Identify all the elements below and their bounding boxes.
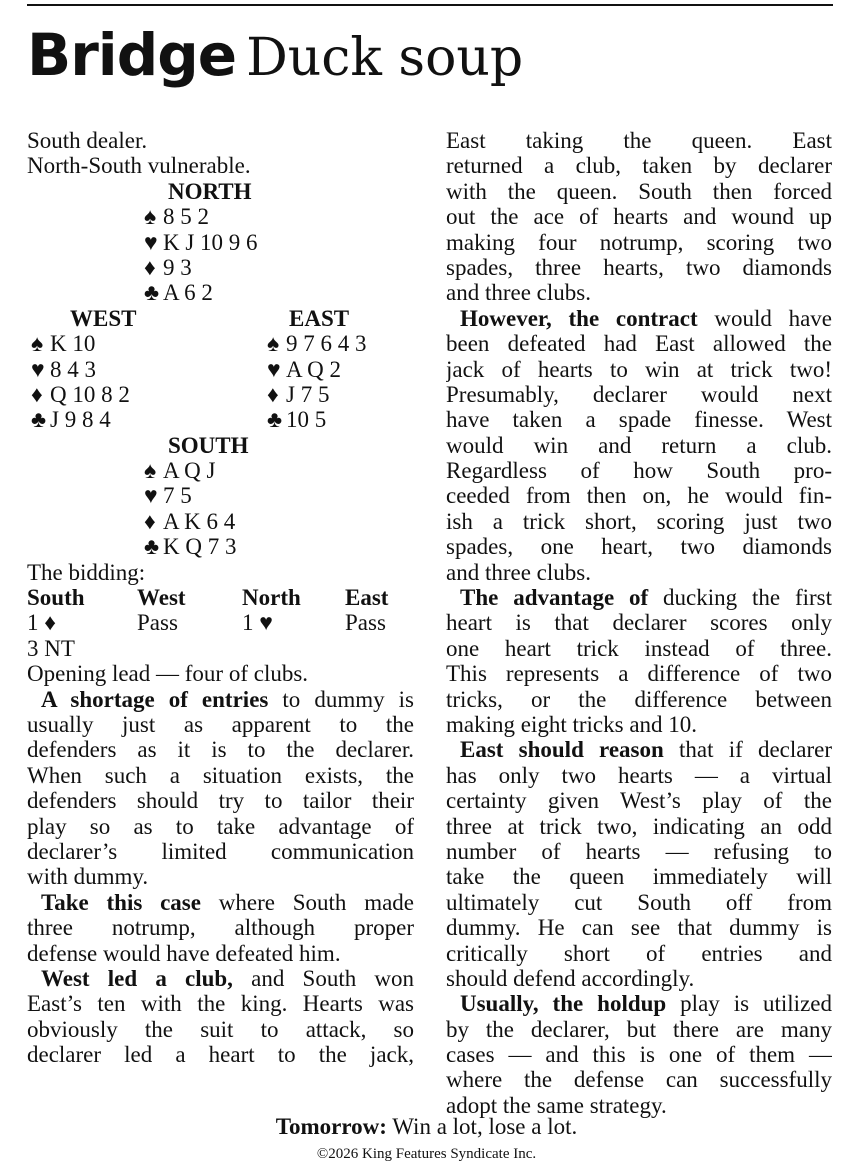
article-line: defense would have defeated him. xyxy=(27,940,341,966)
article-line: spades, three hearts, two diamonds xyxy=(446,254,832,280)
bid-cell: 1 ♥ xyxy=(242,610,273,636)
article-line: returned a club, taken by declarer xyxy=(446,153,832,179)
paragraph-lead-in: The advantage of xyxy=(460,585,649,611)
article-line: cases — and this is one of them — xyxy=(446,1042,832,1068)
we-diamonds xyxy=(27,382,414,407)
club-icon: ♣ xyxy=(31,407,47,433)
north-label: NORTH xyxy=(168,178,252,204)
diamond-icon: ♦ xyxy=(31,381,43,407)
article-line: Regardless of how South pro- xyxy=(446,458,832,484)
article-line: has only two hearts — a virtual xyxy=(446,762,832,788)
article-line: take the queen immediately will xyxy=(446,864,832,890)
article-line: East’s ten with the king. Hearts was xyxy=(27,991,414,1017)
north-clubs: ♣ A 6 2 xyxy=(144,280,213,306)
club-icon: ♣ xyxy=(144,280,160,306)
west-clubs: ♣ J 9 8 4 xyxy=(31,407,111,433)
we-spades xyxy=(27,331,414,356)
article-line: play so as to take advantage of xyxy=(27,813,414,839)
north-hearts: ♥ K J 10 9 6 xyxy=(144,229,258,255)
article-line: This represents a difference of two xyxy=(446,661,832,687)
opening-lead: Opening lead — four of clubs. xyxy=(27,661,309,687)
bid-cell: Pass xyxy=(137,610,178,636)
article-line: jack of hearts to win at trick two! xyxy=(446,356,832,382)
article-text-left xyxy=(27,687,414,1068)
east-diamonds: ♦ J 7 5 xyxy=(267,381,330,407)
article-line: where the defense can successfully xyxy=(446,1067,832,1093)
paragraph-lead-in: Usually, the holdup xyxy=(460,991,667,1017)
east-clubs: ♣ 10 5 xyxy=(267,407,327,433)
diamond-icon: ♦ xyxy=(144,254,156,280)
south-clubs: ♣ K Q 7 3 xyxy=(144,534,237,560)
copyright: ©2026 King Features Syndicate Inc. xyxy=(316,1146,537,1162)
west-east-label-row xyxy=(27,306,414,331)
article-line: and three clubs. xyxy=(446,280,591,306)
paragraph-lead-in: However, the contract xyxy=(460,305,698,331)
article-line: West led a club, and South won xyxy=(41,965,414,991)
article-line: East taking the queen. East xyxy=(446,128,832,153)
heart-icon: ♥ xyxy=(144,483,158,509)
article-line: ultimately cut South off from xyxy=(446,889,832,915)
headline-title: Bridge xyxy=(27,21,237,89)
south-hearts: ♥ 7 5 xyxy=(144,483,192,509)
heart-icon: ♥ xyxy=(267,356,281,382)
west-diamonds: ♦ Q 10 8 2 xyxy=(31,381,130,407)
west-spades: ♠ K 10 xyxy=(31,331,96,357)
article-line: by the declarer, but there are many xyxy=(446,1016,832,1042)
article-line: number of hearts — refusing to xyxy=(446,838,832,864)
club-icon: ♣ xyxy=(267,407,283,433)
spade-icon: ♠ xyxy=(267,331,280,357)
north-diamonds: ♦ 9 3 xyxy=(144,254,192,280)
article-line: A shortage of entries to dummy is xyxy=(41,686,414,712)
article-line: with dummy. xyxy=(27,864,149,890)
paragraph-lead-in: East should reason xyxy=(460,737,664,763)
bidding-row xyxy=(27,610,414,635)
south-spades: ♠ A Q J xyxy=(144,458,216,484)
article-line: spades, one heart, two diamonds xyxy=(446,534,832,560)
article-line: one heart trick instead of three. xyxy=(446,635,832,661)
article-line: making eight tricks and 10. xyxy=(446,711,698,737)
we-hearts xyxy=(27,357,414,382)
article-line: defenders should try to tailor their xyxy=(27,788,414,814)
west-label: WEST xyxy=(70,305,137,331)
vulnerability-line: North-South vulnerable. xyxy=(27,153,251,179)
diamond-icon: ♦ xyxy=(144,508,156,534)
article-line: should defend accordingly. xyxy=(446,965,695,991)
left-column xyxy=(27,128,414,1067)
bidding-row xyxy=(27,636,414,661)
right-column xyxy=(446,128,832,1118)
article-line: tricks, or the difference between xyxy=(446,686,832,712)
north-spades: ♠ 8 5 2 xyxy=(144,204,209,230)
article-line: been defeated had East allowed the xyxy=(446,331,832,357)
article-line: defenders as it is to the declarer. xyxy=(27,737,414,763)
bidding-header-cell: North xyxy=(242,585,301,611)
article-line: critically short of entries and xyxy=(446,940,832,966)
article-line: ish a trick short, scoring just two xyxy=(446,508,832,534)
article-line: three at trick two, indicating an odd xyxy=(446,813,832,839)
article-line: However, the contract would have xyxy=(460,305,832,331)
article-line: usually just as apparent to the xyxy=(27,711,414,737)
east-label: EAST xyxy=(289,305,350,331)
spade-icon: ♠ xyxy=(31,331,44,357)
bid-cell: Pass xyxy=(345,610,386,636)
article-line: The advantage of ducking the first xyxy=(460,585,832,611)
article-line: Usually, the holdup play is utilized xyxy=(460,991,832,1017)
heart-icon: ♥ xyxy=(31,356,45,382)
article-line: certainty given West’s play of the xyxy=(446,788,832,814)
article-line: three notrump, although proper xyxy=(27,915,414,941)
article-line: Presumably, declarer would next xyxy=(446,381,832,407)
article-line: ceeded from then on, he would fin- xyxy=(446,483,832,509)
article-text-right xyxy=(446,128,832,1118)
spade-icon: ♠ xyxy=(144,204,157,230)
bid-cell: 1 ♦ xyxy=(27,610,56,636)
article-line: obviously the suit to attack, so xyxy=(27,1016,414,1042)
bidding-header-cell: West xyxy=(137,585,186,611)
top-rule xyxy=(27,4,833,6)
bid-cell: 3 NT xyxy=(27,635,75,661)
spade-icon: ♠ xyxy=(144,458,157,484)
article-line: East should reason that if declarer xyxy=(460,737,832,763)
dealer-line: South dealer. xyxy=(27,128,148,153)
paragraph-lead-in: West led a club, xyxy=(41,965,233,991)
article-line: and three clubs. xyxy=(446,559,591,585)
south-label-row xyxy=(27,433,414,458)
club-icon: ♣ xyxy=(144,534,160,560)
headline xyxy=(27,21,524,89)
article-line: dummy. He can see that dummy is xyxy=(446,915,832,941)
article-line: adopt the same strategy. xyxy=(446,1092,667,1118)
north-label-row xyxy=(27,179,414,204)
article-line: When such a situation exists, the xyxy=(27,762,414,788)
bidding-header-cell: East xyxy=(345,585,389,611)
article-line: making four notrump, scoring two xyxy=(446,229,832,255)
heart-icon: ♥ xyxy=(144,229,158,255)
east-hearts: ♥ A Q 2 xyxy=(267,356,341,382)
tomorrow-teaser xyxy=(0,1114,853,1140)
west-hearts: ♥ 8 4 3 xyxy=(31,356,96,382)
article-line: with the queen. South then forced xyxy=(446,178,832,204)
article-line: heart is that declarer scores only xyxy=(446,610,832,636)
article-line: out the ace of hearts and wound up xyxy=(446,204,832,230)
article-line: have taken a spade finesse. West xyxy=(446,407,832,433)
bidding-header xyxy=(27,585,414,610)
we-clubs xyxy=(27,407,414,432)
headline-subtitle: Duck soup xyxy=(246,28,524,88)
article-line: would win and return a club. xyxy=(446,432,832,458)
article-line: Take this case where South made xyxy=(41,889,414,915)
article-line: declarer led a heart to the jack, xyxy=(27,1042,414,1068)
paragraph-lead-in: A shortage of entries xyxy=(41,686,269,712)
tomorrow-label: Tomorrow: xyxy=(275,1114,387,1139)
south-label: SOUTH xyxy=(168,432,249,458)
bidding-header-cell: South xyxy=(27,585,85,611)
paragraph-lead-in: Take this case xyxy=(41,889,201,915)
east-spades: ♠ 9 7 6 4 3 xyxy=(267,331,367,357)
bidding-label: The bidding: xyxy=(27,559,146,585)
tomorrow-text: Win a lot, lose a lot. xyxy=(386,1114,578,1139)
diamond-icon: ♦ xyxy=(267,381,279,407)
article-line: declarer’s limited communication xyxy=(27,838,414,864)
south-diamonds: ♦ A K 6 4 xyxy=(144,508,236,534)
